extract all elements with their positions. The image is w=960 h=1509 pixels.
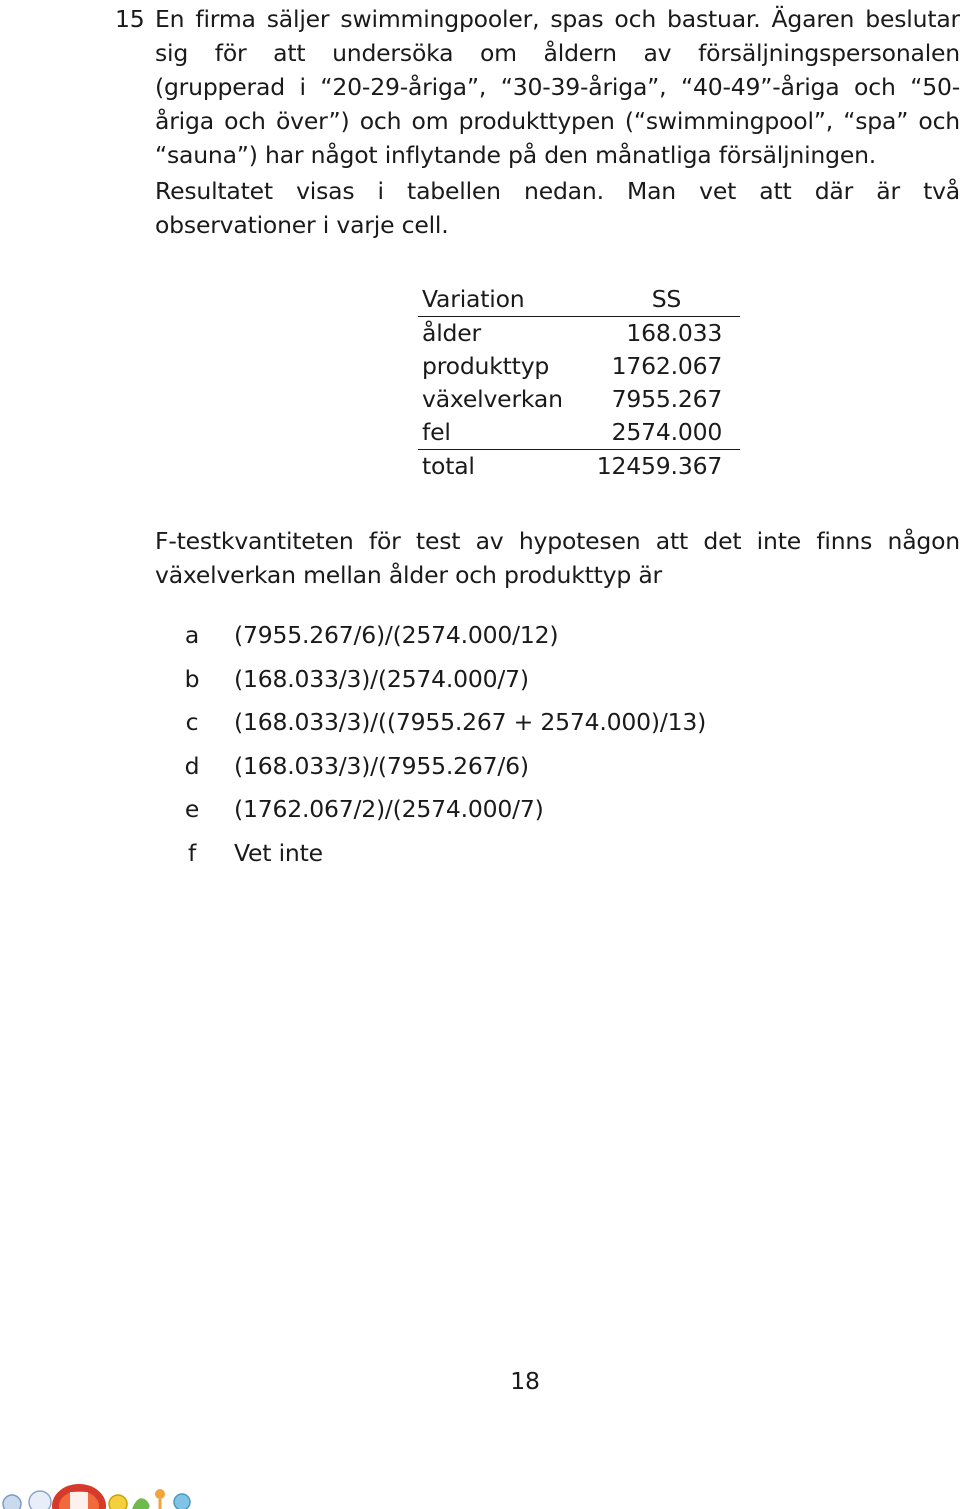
ss-table (418, 283, 740, 483)
table-cell-label: ålder (422, 319, 481, 347)
table-cell-label: produkttyp (422, 352, 550, 380)
cropped-site-logo-icon (0, 1466, 200, 1509)
table-header-ss: SS (651, 285, 682, 313)
table-header-variation: Variation (422, 285, 525, 313)
question-prompt-paragraph: F-testkvantiteten för test av hypotesen att det inte finns någon växelverkan mellan ålder och produkttyp är (155, 527, 960, 589)
option-letter: b (184, 664, 200, 693)
table-cell-value: 1762.067 (611, 352, 723, 380)
option-text: Vet inte (234, 838, 323, 867)
option-text: (168.033/3)/(7955.267/6) (234, 751, 529, 780)
option-letter: d (184, 751, 200, 780)
question-number: 15 (115, 5, 145, 33)
table-row (418, 383, 740, 416)
question-result-paragraph: Resultatet visas i tabellen nedan. Man vet att där är två observationer i varje cell. (155, 177, 960, 239)
page-number: 18 (510, 1367, 540, 1395)
table-cell-label: växelverkan (422, 385, 563, 413)
table-cell-value: 168.033 (626, 319, 723, 347)
option-letter: e (184, 795, 200, 823)
option-letter: a (184, 621, 200, 649)
table-cell-label: fel (422, 418, 451, 446)
table-cell-value: 7955.267 (611, 385, 723, 413)
option-text: (7955.267/6)/(2574.000/12) (234, 621, 559, 649)
table-total-value: 12459.367 (596, 452, 723, 480)
table-total-label: total (422, 452, 475, 480)
option-text: (168.033/3)/(2574.000/7) (234, 664, 529, 693)
table-row (418, 350, 740, 383)
option-letter: f (187, 838, 197, 867)
option-letter: c (185, 708, 199, 736)
option-text: (1762.067/2)/(2574.000/7) (234, 795, 544, 823)
table-cell-value: 2574.000 (611, 418, 723, 446)
question-intro-paragraph: En firma säljer swimmingpooler, spas och bastuar. Ägaren beslutar sig för att undersöka om åldern av försäljningspersonalen (grupperad i “20-29-åriga”, “30-39-åriga”, “40-49”-åriga och “50-åriga och över”) och om produkttypen (“swimmingpool”, “spa” och “sauna”) har något inflytande på den månatliga försäljningen. (155, 5, 960, 169)
table-header-row (418, 283, 740, 317)
table-row (418, 416, 740, 450)
table-total-row (418, 450, 740, 484)
table-row (418, 317, 740, 351)
option-text: (168.033/3)/((7955.267 + 2574.000)/13) (234, 708, 707, 736)
